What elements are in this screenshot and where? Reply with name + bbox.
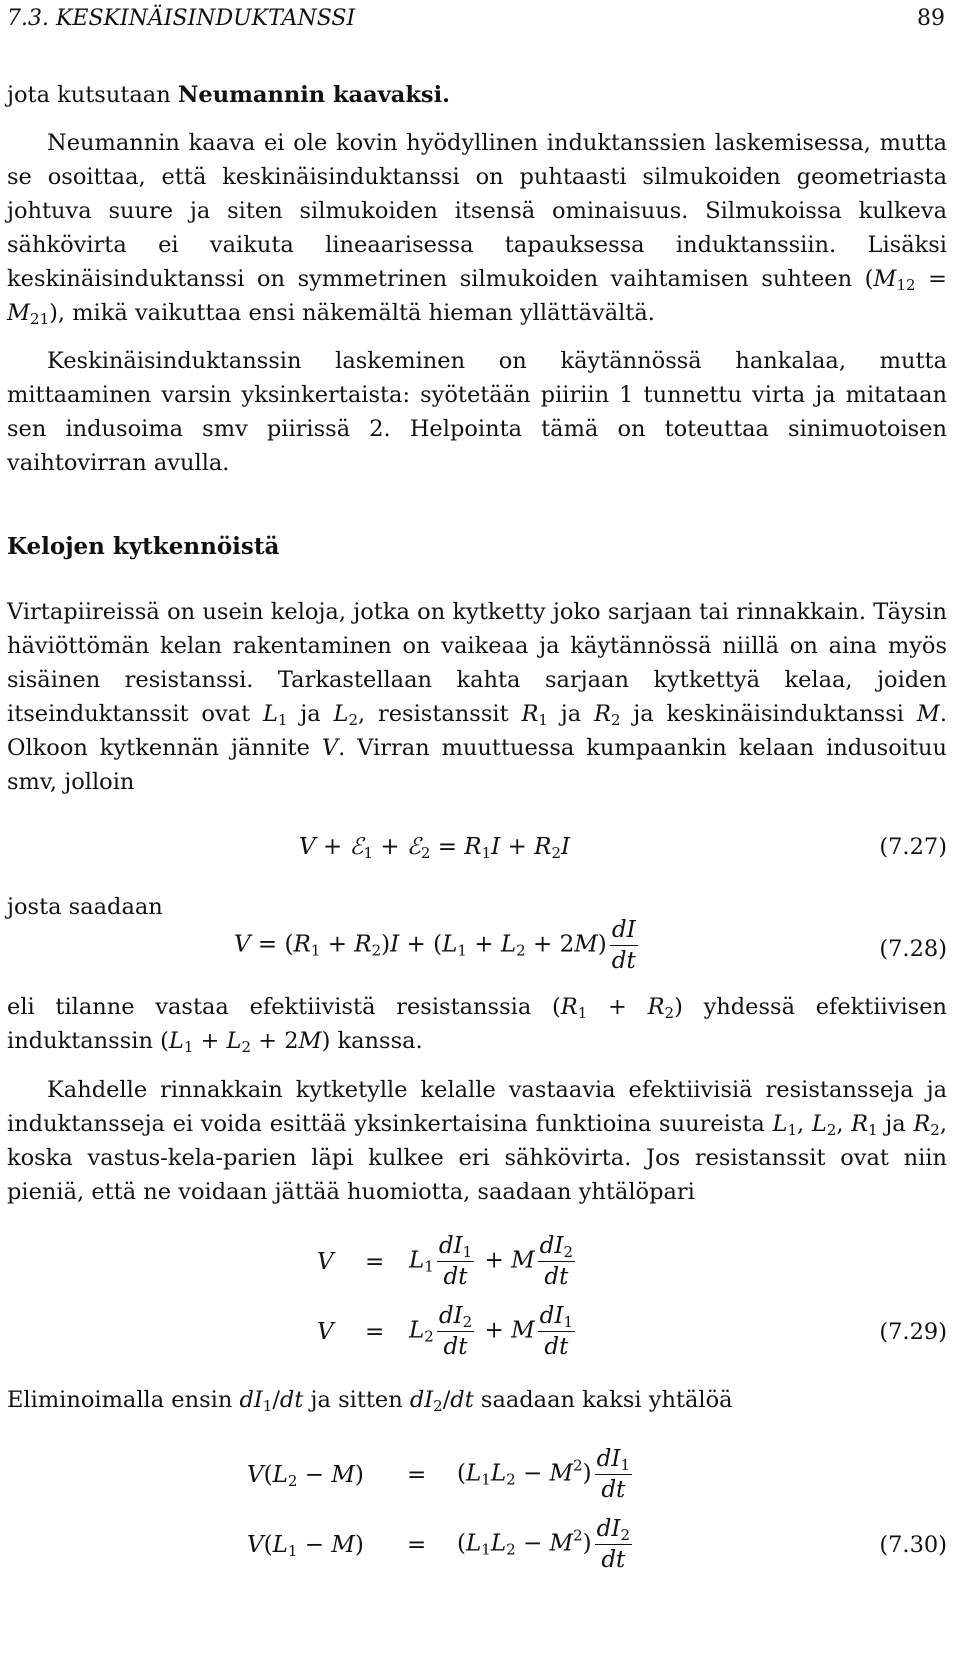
paragraph-coils: [7, 595, 947, 799]
paragraph-neumann-intro: [7, 78, 450, 112]
paragraph-text: ja: [877, 1111, 914, 1137]
paragraph-text: , koska vastus-kela-parien läpi kulkee eri sähkövirta. Jos resistanssit ovat niin pieniä, että ne voidaan jättää huomiotta, saadaan yhtälöpari: [7, 1111, 947, 1205]
section-title: 7.3. KESKINÄISINDUKTANSSI: [7, 6, 356, 31]
paragraph-text: ja sitten: [303, 1387, 410, 1413]
equation-body: $V = (R_1 + R_2)I + (L_1 + L_2 + 2M)$ $\frac{dI}{dt}$: [234, 917, 636, 974]
inline-math: $L_2$: [333, 701, 358, 729]
inline-math: $R_1$: [521, 701, 548, 729]
equation-number: (7.29): [879, 1319, 947, 1345]
paragraph-text: ) kanssa.: [321, 1028, 423, 1054]
paragraph-text: Neumannin kaava ei ole kovin hyödyllinen induktanssien laskemisessa, mutta se osoittaa, että keskinäisinduktanssi on puhtaasti silmukoiden geometriasta johtuva suure ja siten silmukoiden itsensä ominaisuus. Silmukoissa kulkeva sähkövirta ei vaikuta lineaarisessa tapauksessa induktanssiin. Lisäksi keskinäisinduktanssi on symmetrinen silmukoiden vaihtamisen suhteen (: [7, 130, 947, 292]
paragraph-text: ja: [287, 701, 334, 727]
paragraph-text: eli tilanne vastaa efektiivistä resistanssia (: [7, 994, 561, 1020]
paragraph-effective: [7, 990, 947, 1058]
inline-math: $M_{12} = M_{21}$: [7, 266, 947, 328]
paragraph-text: ) yhdessä efektiivisen induktanssin (: [7, 994, 948, 1054]
paragraph-eliminate: [7, 1383, 733, 1417]
page-number: 89: [917, 6, 945, 31]
paragraph-text: Kahdelle rinnakkain kytketylle kelalle vastaavia efektiivisiä resistansseja ja induktansseja ei voida esittää yksinkertaisina funktioina suureista: [7, 1077, 947, 1137]
section-heading: Kelojen kytkennöistä: [7, 533, 280, 560]
paragraph-text: ja keskinäisinduktanssi: [620, 701, 917, 727]
running-header: [7, 2, 945, 36]
inline-math: $L_1$: [262, 701, 288, 729]
equation-number: (7.30): [879, 1532, 947, 1558]
paragraph-text: . Olkoon kytkennän jännite: [7, 701, 947, 761]
paragraph-text: ), mikä vaikuttaa ensi näkemältä hieman yllättävältä.: [49, 300, 655, 326]
paragraph-neumann-discussion: [7, 126, 947, 330]
equation-body: V + ℰ$_1$ + ℰ$_2$ = $R_1I + R_2I$: [299, 834, 571, 862]
paragraph-text: . Virran muuttuessa kumpaankin kelaan indusoituu smv, jolloin: [7, 735, 947, 795]
equation-7-28: [7, 915, 947, 985]
fraction-dI-dt: $\frac{dI}{dt}$: [611, 917, 636, 974]
paragraph-text: jota kutsutaan: [7, 82, 178, 108]
document-page: [7, 0, 953, 1675]
paragraph-text: ,: [797, 1111, 812, 1137]
inline-math: V: [321, 735, 339, 761]
inline-math: $R_1 + R_2$: [560, 994, 675, 1022]
inline-math: $R_1$: [851, 1111, 878, 1139]
paragraph-text: Virtapiireissä on usein keloja, jotka on kytketty joko sarjaan tai rinnakkain. Täysin häviöttömän kelan rakentaminen on vaikeaa ja käytännössä niillä on aina myös sisäinen resistanssi. Tarkastellaan kahta sarjaan kytkettyä kelaa, joiden itseinduktanssit ovat: [7, 599, 947, 727]
paragraph-text: , resistanssit: [358, 701, 522, 727]
inline-math: $L_2$: [811, 1111, 837, 1139]
paragraph-measurement: Keskinäisinduktanssin laskeminen on käytännössä hankalaa, mutta mittaaminen varsin yksinkertaista: syötetään piiriin 1 tunnettu virta ja mitataan sen indusoima smv piirissä 2. Helpointa tämä on toteuttaa sinimuotoisen vaihtovirran avulla.: [7, 348, 947, 476]
paragraph-text: Eliminoimalla ensin: [7, 1387, 240, 1413]
inline-math: $R_2$: [913, 1111, 940, 1139]
inline-math: $L_1$: [772, 1111, 797, 1139]
paragraph-text: ja: [547, 701, 594, 727]
inline-math: $dI_1/dt$: [239, 1387, 304, 1415]
paragraph-text: ,: [836, 1111, 852, 1137]
equation-7-29: V = $L_1$ $\frac{dI_1}{dt}$ + M $\frac{dI_2}{dt}$ V = $L_2$ $\frac{dI_2}{dt}$ + M $\frac{dI_1}{dt}$ (7.29): [317, 1233, 947, 1360]
equation-number: (7.28): [879, 936, 947, 962]
inline-math: M: [916, 701, 940, 727]
equation-7-30: $V(L_2 - M)$ = $(L_1L_2 - M^2)$ $\frac{dI_1}{dt}$ $V(L_1 - M)$ = $(L_1L_2 - M^2)$ $\frac{dI_2}{dt}$ (7.30): [247, 1446, 947, 1573]
inline-math: $dI_2/dt$: [409, 1387, 474, 1415]
inline-math: $L_1 + L_2 + 2M$: [168, 1028, 322, 1056]
paragraph-parallel: [7, 1073, 947, 1209]
paragraph-text: saadaan kaksi yhtälöä: [473, 1387, 733, 1413]
equation-number: (7.27): [879, 834, 947, 860]
inline-math: $R_2$: [593, 701, 621, 729]
paragraph-josta: josta saadaan: [7, 894, 163, 920]
term-neumann-formula: Neumannin kaavaksi.: [177, 82, 450, 108]
